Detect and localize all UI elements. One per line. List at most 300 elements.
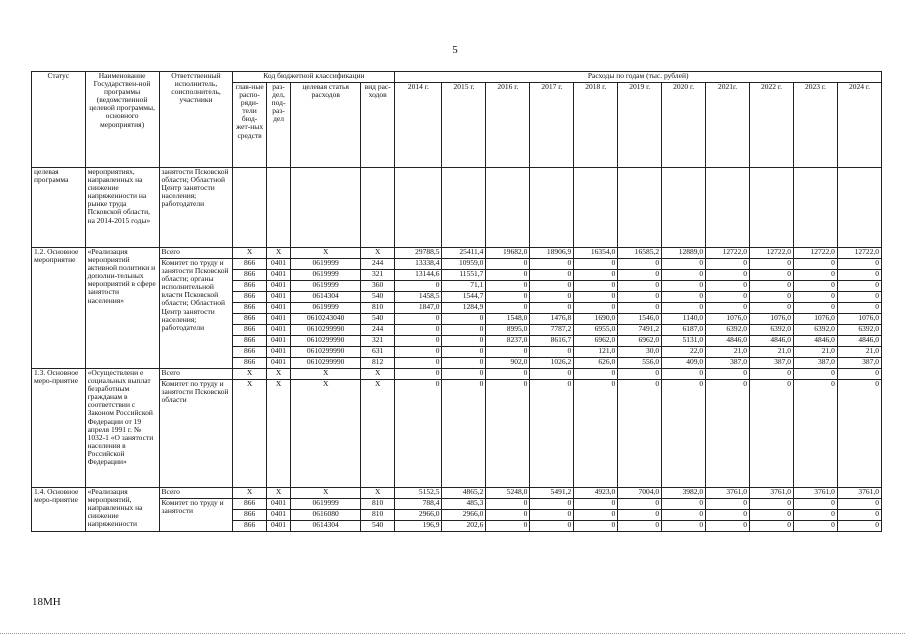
grbs-cell: X [233,248,266,259]
rz-cell: 0401 [266,521,291,532]
rz-cell: 0401 [266,347,291,358]
value-cell: 12722,0 [706,248,750,259]
vr-cell: 360 [361,281,395,292]
value-cell: 0 [486,380,530,488]
value-cell: 0 [662,270,706,281]
value-cell: 0 [837,521,881,532]
value-cell: 0 [750,521,794,532]
value-cell: 0 [837,303,881,314]
value-cell: 0 [442,325,486,336]
value-cell: 0 [574,380,618,488]
value-cell: 0 [395,336,442,347]
value-cell: 0 [618,499,662,510]
value-cell: 0 [395,380,442,488]
value-cell: 29788,5 [395,248,442,259]
grbs-cell: X [233,380,266,488]
value-cell: 0 [530,270,574,281]
value-cell: 0 [442,336,486,347]
value-cell: 4923,0 [574,488,618,499]
value-cell: 1140,0 [662,314,706,325]
value-cell: 0 [750,270,794,281]
header-expenses: Расходы по годам (тыс. рублей) [395,72,882,83]
value-cell: 21,0 [706,347,750,358]
csr-cell: 0619999 [291,259,361,270]
value-cell: 4846,0 [837,336,881,347]
value-cell: 0 [486,259,530,270]
csr-cell: X [291,380,361,488]
section-status: 1.2. Основное мероприятие [32,248,86,369]
value-cell: 8995,0 [486,325,530,336]
value-cell: 0 [793,510,837,521]
csr-cell: 0610243040 [291,314,361,325]
continuation-status: целевая программа [32,168,86,248]
value-cell: 71,1 [442,281,486,292]
value-cell: 0 [395,369,442,380]
vr-cell: X [361,380,395,488]
header-responsible: Ответственный исполнитель, соисполнитель, участники [159,72,233,168]
continuation-name: мероприятиях, направленных на снижение напряженности на рынке труда Псковской области, на 2014-2015 годы» [85,168,159,248]
value-cell: 0 [530,499,574,510]
value-cell: 1476,8 [530,314,574,325]
budget-table [31,71,882,532]
rz-cell: 0401 [266,499,291,510]
grbs-cell: 866 [233,281,266,292]
csr-cell: 0610299990 [291,325,361,336]
value-cell: 0 [662,380,706,488]
value-cell: 1076,0 [750,314,794,325]
value-cell: 1076,0 [706,314,750,325]
value-cell: 3761,0 [837,488,881,499]
value-cell: 0 [395,325,442,336]
value-cell: 1026,2 [530,358,574,369]
value-cell: 6187,0 [662,325,706,336]
value-cell: 0 [793,281,837,292]
value-cell: 0 [530,259,574,270]
value-cell: 0 [486,270,530,281]
value-cell: 22,0 [662,347,706,358]
value-cell: 21,0 [837,347,881,358]
csr-cell: 0619999 [291,281,361,292]
grbs-cell: 866 [233,270,266,281]
value-cell: 0 [486,281,530,292]
vr-cell: X [361,248,395,259]
value-cell: 0 [837,281,881,292]
header-year: 2024 г. [837,83,881,168]
value-cell: 5152,5 [395,488,442,499]
value-cell: 485,3 [442,499,486,510]
value-cell: 6962,0 [618,336,662,347]
vr-cell: 631 [361,347,395,358]
vr-cell: 244 [361,259,395,270]
value-cell: 16585,2 [618,248,662,259]
value-cell: 0 [442,314,486,325]
header-year: 2020 г. [662,83,706,168]
value-cell: 6392,0 [750,325,794,336]
value-cell: 387,0 [750,358,794,369]
total-label: Всего [159,248,233,259]
rz-cell: X [266,369,291,380]
value-cell: 0 [618,270,662,281]
csr-cell: 0610299990 [291,336,361,347]
csr-cell: 0614304 [291,292,361,303]
vr-cell: 321 [361,270,395,281]
section-status: 1.4. Основное меро-приятие [32,488,86,532]
rz-cell: X [266,488,291,499]
section-total-row [32,248,882,259]
value-cell: 0 [706,303,750,314]
value-cell: 1458,5 [395,292,442,303]
value-cell: 7491,2 [618,325,662,336]
rz-cell: 0401 [266,259,291,270]
value-cell: 0 [837,369,881,380]
page-number: 5 [452,44,458,56]
value-cell: 6955,0 [574,325,618,336]
header-year: 2014 г. [395,83,442,168]
header-year: 2018 г. [574,83,618,168]
header-year: 2016 г. [486,83,530,168]
csr-cell: 0616080 [291,510,361,521]
csr-cell: 0619999 [291,270,361,281]
header-year: 2023 г. [793,83,837,168]
value-cell: 0 [618,380,662,488]
value-cell: 0 [793,369,837,380]
value-cell: 18906,9 [530,248,574,259]
value-cell: 6392,0 [706,325,750,336]
value-cell: 0 [530,292,574,303]
value-cell: 0 [486,292,530,303]
header-status: Статус [32,72,86,168]
value-cell: 0 [793,259,837,270]
csr-cell: X [291,369,361,380]
table-body [32,168,882,532]
value-cell: 0 [574,499,618,510]
value-cell: 12722,0 [837,248,881,259]
vr-cell: 810 [361,510,395,521]
value-cell: 4846,0 [706,336,750,347]
value-cell: 626,0 [574,358,618,369]
value-cell: 7787,2 [530,325,574,336]
header-csr: целевая статья расходов [291,83,361,168]
value-cell: 0 [793,380,837,488]
value-cell: 13144,6 [395,270,442,281]
value-cell: 902,0 [486,358,530,369]
rz-cell: 0401 [266,510,291,521]
value-cell: 1544,7 [442,292,486,303]
value-cell: 13338,4 [395,259,442,270]
value-cell: 0 [530,510,574,521]
value-cell: 0 [750,510,794,521]
grbs-cell: 866 [233,336,266,347]
rz-cell: 0401 [266,325,291,336]
vr-cell: X [361,488,395,499]
vr-cell: 810 [361,499,395,510]
value-cell: 0 [837,510,881,521]
value-cell: 196,9 [395,521,442,532]
value-cell: 0 [530,281,574,292]
rz-cell: 0401 [266,358,291,369]
value-cell: 202,6 [442,521,486,532]
value-cell: 0 [750,303,794,314]
header-year: 2021г. [706,83,750,168]
value-cell: 1076,0 [837,314,881,325]
section-status: 1.3. Основное меро-приятие [32,369,86,488]
value-cell: 0 [837,499,881,510]
value-cell: 0 [618,521,662,532]
table-row [32,259,882,270]
value-cell: 4846,0 [793,336,837,347]
table-row [32,380,882,488]
value-cell: 0 [574,259,618,270]
value-cell: 12722,0 [750,248,794,259]
header-budget-code: Код бюджетной классификации [233,72,395,83]
header-year: 2015 г. [442,83,486,168]
value-cell: 0 [486,499,530,510]
value-cell: 0 [706,281,750,292]
grbs-cell: X [233,369,266,380]
value-cell: 0 [442,358,486,369]
value-cell: 0 [442,369,486,380]
section-name: «Реализация мероприятий, направленных на снижение напряженности [85,488,159,532]
value-cell: 387,0 [837,358,881,369]
rz-cell: X [266,248,291,259]
header-name: Наименование Государствен-ной программы (ведомственной целевой программы, основного мероприятия) [85,72,159,168]
table-row [32,499,882,510]
value-cell: 5491,2 [530,488,574,499]
value-cell: 6962,0 [574,336,618,347]
value-cell: 121,0 [574,347,618,358]
grbs-cell: 866 [233,347,266,358]
value-cell: 409,0 [662,358,706,369]
value-cell: 1847,0 [395,303,442,314]
footer-mark: 18МН [32,596,61,608]
vr-cell: 321 [361,336,395,347]
rz-cell: 0401 [266,281,291,292]
value-cell: 0 [837,380,881,488]
value-cell: 30,0 [618,347,662,358]
header-year: 2017 г. [530,83,574,168]
value-cell: 0 [486,369,530,380]
value-cell: 12722,0 [793,248,837,259]
value-cell: 0 [750,369,794,380]
value-cell: 0 [750,259,794,270]
value-cell: 0 [706,521,750,532]
value-cell: 0 [662,369,706,380]
vr-cell: 540 [361,292,395,303]
value-cell: 6392,0 [793,325,837,336]
csr-cell: 0614304 [291,521,361,532]
value-cell: 0 [662,521,706,532]
value-cell: 387,0 [706,358,750,369]
page-edge [0,633,905,634]
csr-cell: X [291,488,361,499]
value-cell: 0 [750,499,794,510]
section-name: «Осуществлени е социальных выплат безработным гражданам в соответствии с Законом Российской Федерации от 19 апреля 1991 г. № 1032-1 «О занятости населения в Российской Федерации» [85,369,159,488]
rz-cell: 0401 [266,303,291,314]
value-cell: 3982,0 [662,488,706,499]
csr-cell: 0619999 [291,303,361,314]
value-cell: 0 [618,281,662,292]
value-cell: 0 [395,281,442,292]
value-cell: 3761,0 [750,488,794,499]
value-cell: 0 [486,521,530,532]
value-cell: 0 [486,303,530,314]
section-total-row [32,488,882,499]
rz-cell: 0401 [266,314,291,325]
value-cell: 4865,2 [442,488,486,499]
vr-cell: 244 [361,325,395,336]
value-cell: 0 [706,292,750,303]
value-cell: 0 [618,510,662,521]
value-cell: 0 [530,369,574,380]
value-cell: 0 [530,303,574,314]
value-cell: 0 [837,292,881,303]
value-cell: 0 [750,281,794,292]
value-cell: 5131,0 [662,336,706,347]
header-rzpr: раз-дел, под-раз-дел [266,83,291,168]
value-cell: 0 [442,347,486,358]
value-cell: 0 [530,347,574,358]
value-cell: 0 [662,292,706,303]
vr-cell: 540 [361,521,395,532]
grbs-cell: X [233,488,266,499]
value-cell: 1284,9 [442,303,486,314]
value-cell: 0 [706,369,750,380]
csr-cell: 0610299990 [291,358,361,369]
value-cell: 0 [618,369,662,380]
value-cell: 0 [706,499,750,510]
value-cell: 19682,0 [486,248,530,259]
continuation-row [32,168,882,248]
value-cell: 5248,0 [486,488,530,499]
value-cell: 0 [574,369,618,380]
value-cell: 0 [662,303,706,314]
value-cell: 0 [574,510,618,521]
value-cell: 0 [793,499,837,510]
value-cell: 10959,0 [442,259,486,270]
value-cell: 8237,0 [486,336,530,347]
value-cell: 1546,0 [618,314,662,325]
csr-cell: 0619999 [291,499,361,510]
value-cell: 2966,0 [442,510,486,521]
value-cell: 0 [750,380,794,488]
grbs-cell: 866 [233,521,266,532]
rz-cell: 0401 [266,270,291,281]
value-cell: 0 [574,270,618,281]
value-cell: 0 [618,292,662,303]
grbs-cell: 866 [233,499,266,510]
value-cell: 0 [662,259,706,270]
value-cell: 12889,0 [662,248,706,259]
value-cell: 0 [574,521,618,532]
value-cell: 0 [530,521,574,532]
value-cell: 21,0 [793,347,837,358]
header-year: 2022 г. [750,83,794,168]
value-cell: 0 [618,259,662,270]
value-cell: 0 [662,281,706,292]
value-cell: 21,0 [750,347,794,358]
grbs-cell: 866 [233,292,266,303]
rz-cell: X [266,380,291,488]
section-name: «Реализация мероприятий активной политики и дополни-тельных мероприятий в сфере занятости населения» [85,248,159,369]
value-cell: 3761,0 [793,488,837,499]
rz-cell: 0401 [266,336,291,347]
csr-cell: X [291,248,361,259]
total-label: Всего [159,488,233,499]
value-cell: 25411,4 [442,248,486,259]
value-cell: 0 [793,292,837,303]
vr-cell: 810 [361,303,395,314]
grbs-cell: 866 [233,259,266,270]
total-label: Всего [159,369,233,380]
rz-cell: 0401 [266,292,291,303]
grbs-cell: 866 [233,314,266,325]
vr-cell: 540 [361,314,395,325]
value-cell: 3761,0 [706,488,750,499]
section-total-row [32,369,882,380]
csr-cell: 0610299990 [291,347,361,358]
value-cell: 0 [662,499,706,510]
value-cell: 0 [486,510,530,521]
value-cell: 0 [793,521,837,532]
value-cell: 0 [395,314,442,325]
value-cell: 0 [706,259,750,270]
vr-cell: 812 [361,358,395,369]
value-cell: 1690,0 [574,314,618,325]
grbs-cell: 866 [233,303,266,314]
value-cell: 0 [837,259,881,270]
table-header [32,72,882,168]
grbs-cell: 866 [233,325,266,336]
grbs-cell: 866 [233,358,266,369]
value-cell: 0 [793,303,837,314]
value-cell: 7004,0 [618,488,662,499]
section-responsible: Комитет по труду и занятости Псковской области; органы исполнительной власти Псковской области; Областной Центр занятости населения; работодатели [159,259,233,369]
value-cell: 11551,7 [442,270,486,281]
value-cell: 0 [837,270,881,281]
value-cell: 8616,7 [530,336,574,347]
value-cell: 0 [574,292,618,303]
value-cell: 1076,0 [793,314,837,325]
section-responsible: Комитет по труду и занятости Псковской области [159,380,233,488]
section-responsible: Комитет по труду и занятости [159,499,233,532]
value-cell: 0 [706,270,750,281]
value-cell: 0 [662,510,706,521]
value-cell: 0 [486,347,530,358]
value-cell: 1548,0 [486,314,530,325]
value-cell: 0 [706,510,750,521]
grbs-cell: 866 [233,510,266,521]
value-cell: 0 [530,380,574,488]
header-grbs: глав-ные распо-ряди-тели бюд-жет-ных средств [233,83,266,168]
value-cell: 0 [706,380,750,488]
header-vr: вид рас-ходов [361,83,395,168]
value-cell: 0 [750,292,794,303]
value-cell: 2966,0 [395,510,442,521]
value-cell: 16354,0 [574,248,618,259]
value-cell: 0 [574,303,618,314]
value-cell: 0 [618,303,662,314]
value-cell: 0 [574,281,618,292]
value-cell: 387,0 [793,358,837,369]
value-cell: 6392,0 [837,325,881,336]
continuation-responsible: занятости Псковской области; Областной Центр занятости населения; работодатели [159,168,233,248]
value-cell: 0 [395,358,442,369]
header-year: 2019 г. [618,83,662,168]
value-cell: 0 [793,270,837,281]
value-cell: 556,0 [618,358,662,369]
value-cell: 0 [395,347,442,358]
value-cell: 4846,0 [750,336,794,347]
